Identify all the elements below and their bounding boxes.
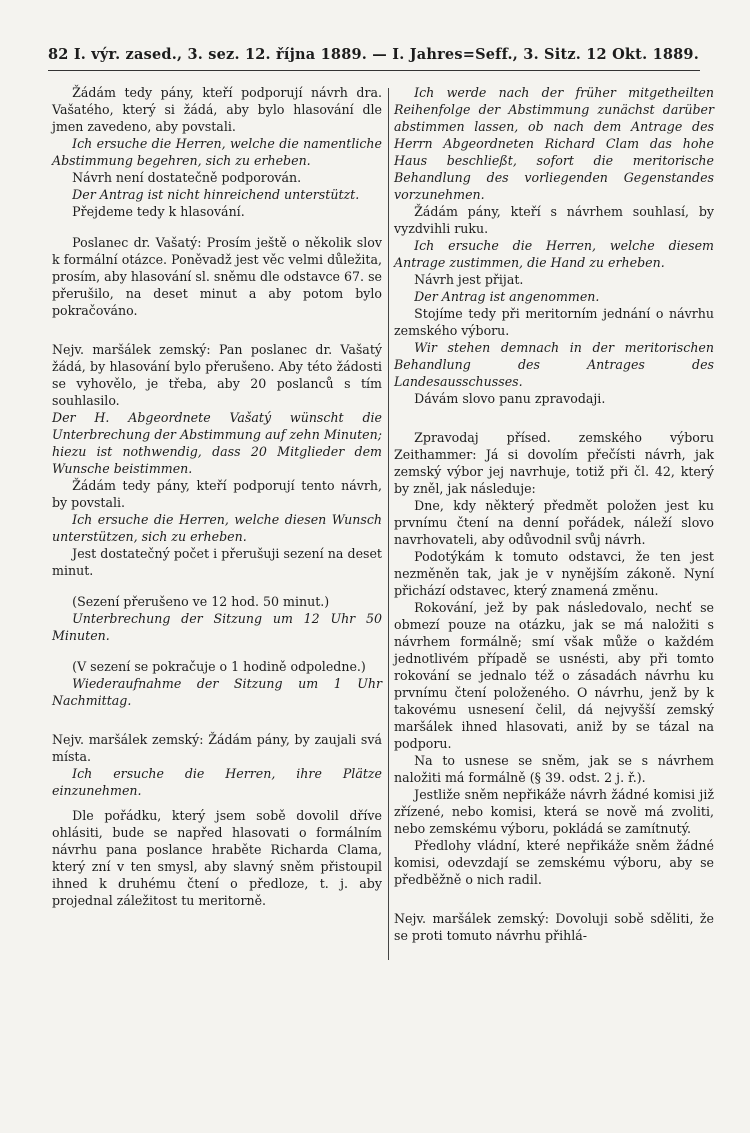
paragraph: Jest dostatečný počet i přerušuji sezení na deset minut. bbox=[52, 546, 382, 578]
paragraph: Předlohy vládní, které nepřikáže sněm žádné komisi, odevzdají se zemskému výboru, aby se předběžně o nich radil. bbox=[394, 838, 714, 887]
paragraph: Přejdeme tedy k hlasování. bbox=[72, 204, 245, 219]
right-column bbox=[394, 84, 714, 944]
paragraph: Ich ersuche die Herren, welche diesen Wunsch unterstützen, sich zu erheben. bbox=[52, 512, 382, 544]
paragraph: Ich ersuche die Herren, ihre Plätze einzunehmen. bbox=[52, 766, 382, 798]
paragraph: Podotýkám k tomuto odstavci, že ten jest nezměněn tak, jak je v nynějším zákoně. Nyní přichází odstavec, který znamená změnu. bbox=[394, 549, 714, 598]
left-column bbox=[52, 84, 382, 909]
paragraph: Návrh není dostatečně podporován. bbox=[72, 170, 302, 185]
paragraph: Dávám slovo panu zpravodaji. bbox=[414, 391, 606, 406]
paragraph: Ich werde nach der früher mitgetheilten Reihenfolge der Abstimmung zunächst darüber abstimmen lassen, ob nach dem Antrage des Herrn Abgeordneten Richard Clam das hohe Haus beschließt, sofort die meritorische Behandlung des vorliegenden Gegenstandes vorzunehmen. bbox=[394, 85, 714, 202]
paragraph: Wiederaufnahme der Sitzung um 1 Uhr Nachmittag. bbox=[52, 676, 382, 708]
paragraph: Rokování, jež by pak následovalo, nechť se obmezí pouze na otázku, jak se má naložiti s návrhem formálně; smí však může o každém jednotlivém případě se usnésti, aby při tomto rokování se jednalo též o zásadách návrhu ku prvnímu čtení položeného. O návrhu, jenž by k takovému usnesení čelil, dá nejvyšší zemský maršálek ihned hlasovati, aniž by se tázal na podporu. bbox=[394, 600, 714, 751]
paragraph: Der H. Abgeordnete Vašatý wünscht die Unterbrechung der Abstimmung auf zehn Minuten; hiezu ist nothwendig, dass 20 Mitglieder dem Wunsche beistimmen. bbox=[52, 410, 382, 476]
header-rule bbox=[48, 70, 700, 71]
paragraph: Žádám tedy pány, kteří podporují tento návrh, by povstali. bbox=[52, 478, 382, 510]
paragraph: (V sezení se pokračuje o 1 hodině odpoledne.) bbox=[72, 659, 366, 674]
paragraph: Na to usnese se sněm, jak se s návrhem naložiti má formálně (§ 39. odst. 2 j. ř.). bbox=[394, 753, 714, 785]
paragraph: Nejv. maršálek zemský: Žádám pány, by zaujali svá místa. bbox=[52, 732, 382, 764]
paragraph: Wir stehen demnach in der meritorischen Behandlung des Antrages des Landesausschusses. bbox=[394, 340, 714, 389]
paragraph: (Sezení přerušeno ve 12 hod. 50 minut.) bbox=[72, 594, 330, 609]
paragraph: Nejv. maršálek zemský: Dovoluji sobě sděliti, že se proti tomuto návrhu přihlá- bbox=[394, 911, 714, 943]
column-divider bbox=[388, 88, 389, 960]
paragraph: Jestliže sněm nepřikáže návrh žádné komisi již zřízené, nebo komisi, která se nově má zvoliti, nebo zemskému výboru, pokládá se zamítnutý. bbox=[394, 787, 714, 836]
paragraph: Unterbrechung der Sitzung um 12 Uhr 50 Minuten. bbox=[52, 611, 382, 643]
paragraph: Der Antrag ist nicht hinreichend unterstützt. bbox=[72, 187, 360, 202]
paragraph: Dne, kdy některý předmět položen jest ku prvnímu čtení na denní pořádek, náleží slovo navrhovateli, aby odůvodnil svůj návrh. bbox=[394, 498, 714, 547]
page-header: 82 I. výr. zased., 3. sez. 12. října 1889. — I. Jahres=Seff., 3. Sitz. 12 Okt. 1889. bbox=[48, 46, 699, 63]
paragraph: Stojíme tedy při meritorním jednání o návrhu zemského výboru. bbox=[394, 306, 714, 338]
paragraph: Ich ersuche die Herren, welche die namentliche Abstimmung begehren, sich zu erheben. bbox=[52, 136, 382, 168]
paragraph: Der Antrag ist angenommen. bbox=[414, 289, 600, 304]
paragraph: Nejv. maršálek zemský: Pan poslanec dr. Vašatý žádá, by hlasování bylo přerušeno. Aby této žádosti se vyhovělo, je třeba, aby 20 poslanců s tím souhlasilo. bbox=[52, 342, 382, 408]
paragraph: Poslanec dr. Vašatý: Prosím ještě o několik slov k formální otázce. Poněvadž jest věc velmi důležita, prosím, aby hlasování sl. sněmu dle odstavce 67. se přerušilo, na deset minut a aby potom bylo pokračováno. bbox=[52, 235, 382, 318]
paragraph: Žádám tedy pány, kteří podporují návrh dra. Vašatého, který si žádá, aby bylo hlasování dle jmen zavedeno, aby povstali. bbox=[52, 85, 382, 134]
paragraph: Zpravodaj přísed. zemského výboru Zeithammer: Já si dovolím přečísti návrh, jak zemský výbor jej navrhuje, totiž při čl. 42, který by zněl, jak následuje: bbox=[394, 430, 714, 496]
paragraph: Návrh jest přijat. bbox=[414, 272, 524, 287]
paragraph: Ich ersuche die Herren, welche diesem Antrage zustimmen, die Hand zu erheben. bbox=[394, 238, 714, 270]
paragraph: Žádám pány, kteří s návrhem souhlasí, by vyzdvihli ruku. bbox=[394, 204, 714, 236]
paragraph: Dle pořádku, který jsem sobě dovolil dříve ohlásiti, bude se napřed hlasovati o formálním návrhu pana poslance hraběte Richarda Clama, který zní v ten smysl, aby slavný sněm přistoupil ihned k druhému čtení o předloze, t. j. aby projednal záležitost tu meritorně. bbox=[52, 808, 382, 908]
